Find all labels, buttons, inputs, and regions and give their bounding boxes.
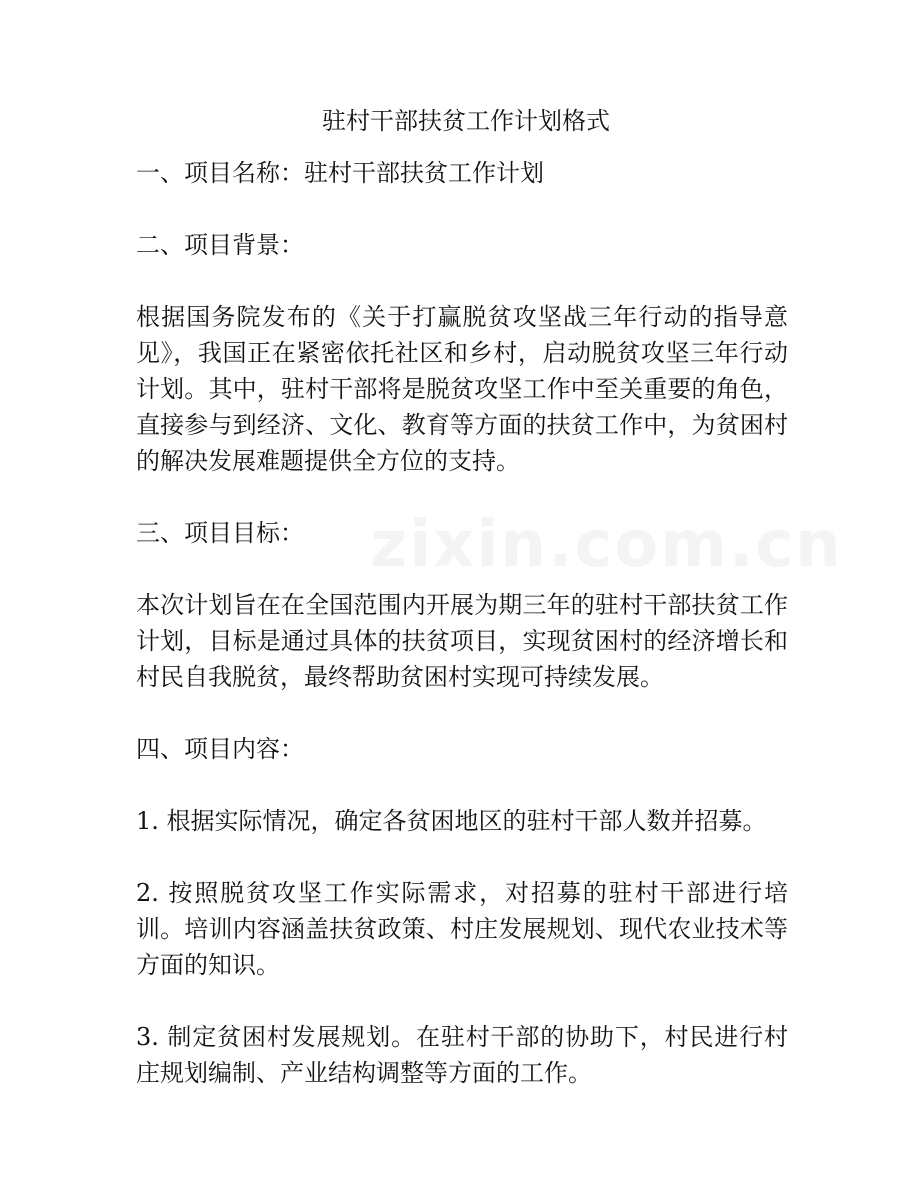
watermark: zixin.com.cn bbox=[370, 508, 843, 582]
section-project-name: 一、项目名称：驻村干部扶贫工作计划 bbox=[136, 159, 544, 187]
content-item-1: 1. 根据实际情况，确定各贫困地区的驻村干部人数并招募。 bbox=[136, 807, 767, 835]
section-goals-heading: 三、项目目标： bbox=[136, 519, 304, 547]
content-item-3: 3. 制定贫困村发展规划。在驻村干部的协助下，村民进行村庄规划编制、产业结构调整等方面的工作。 bbox=[136, 1023, 788, 1087]
goals-paragraph: 本次计划旨在在全国范围内开展为期三年的驻村干部扶贫工作计划，目标是通过具体的扶贫项目，实现贫困村的经济增长和村民自我脱贫，最终帮助贫困村实现可持续发展。 bbox=[136, 591, 788, 691]
section-background-heading: 二、项目背景： bbox=[136, 231, 304, 259]
document-body bbox=[136, 103, 788, 1127]
section-content-heading: 四、项目内容： bbox=[136, 735, 304, 763]
background-paragraph: 根据国务院发布的《关于打赢脱贫攻坚战三年行动的指导意见》，我国正在紧密依托社区和乡村，启动脱贫攻坚三年行动计划。其中，驻村干部将是脱贫攻坚工作中至关重要的角色，直接参与到经济、文化、教育等方面的扶贫工作中，为贫困村的解决发展难题提供全方位的支持。 bbox=[136, 303, 788, 475]
document-title: 驻村干部扶贫工作计划格式 bbox=[322, 107, 610, 135]
content-item-2: 2. 按照脱贫攻坚工作实际需求，对招募的驻村干部进行培训。培训内容涵盖扶贫政策、村庄发展规划、现代农业技术等方面的知识。 bbox=[136, 879, 788, 979]
